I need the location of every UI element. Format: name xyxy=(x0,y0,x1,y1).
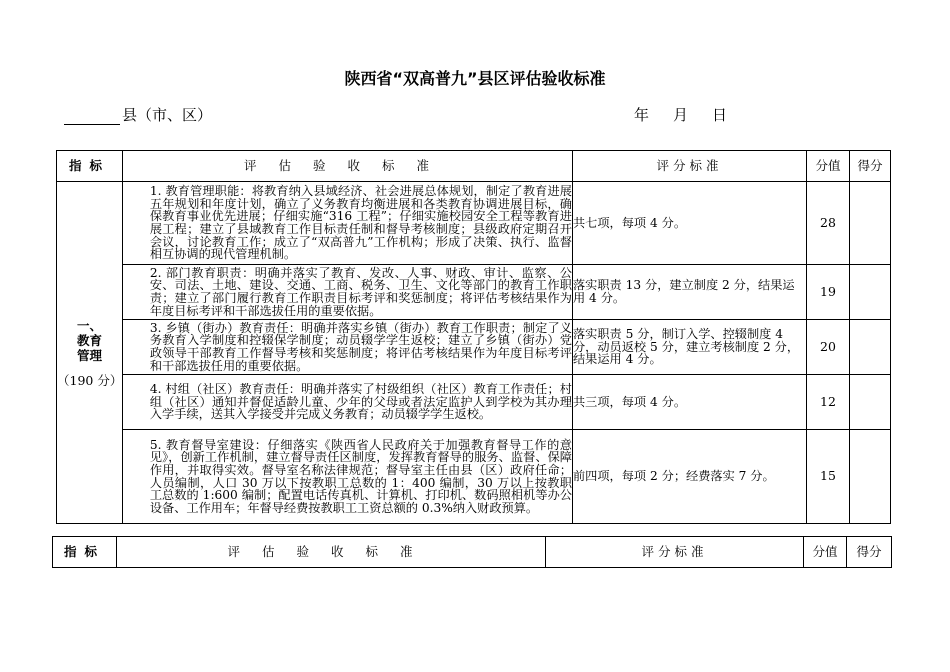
score-cell[interactable] xyxy=(850,375,891,430)
category-points: （190 分） xyxy=(57,372,123,388)
scoring-cell: 前四项，每项 2 分；经费落实 7 分。 xyxy=(573,430,807,524)
points-cell: 19 xyxy=(807,265,850,320)
header-score: 得分 xyxy=(850,151,891,182)
criteria-cell xyxy=(123,182,573,265)
scoring-cell: 共七项，每项 4 分。 xyxy=(573,182,807,265)
county-suffix: 县（市、区） xyxy=(122,106,213,124)
score-cell[interactable] xyxy=(850,320,891,375)
county-blank xyxy=(64,110,120,125)
score-cell[interactable] xyxy=(850,265,891,320)
criteria-cell xyxy=(123,320,573,375)
header-criteria: 评估验收标准 xyxy=(117,537,546,568)
scoring-cell: 共三项，每项 4 分。 xyxy=(573,375,807,430)
score-cell[interactable] xyxy=(850,182,891,265)
header-indicator: 指标 xyxy=(53,537,117,568)
category-name-line2: 管理 xyxy=(76,347,102,363)
criteria-text: 1. 教育管理职能：将教育纳入县域经济、社会进展总体规划，制定了教育进展五年规划和年度计划，确立了义务教育均衡进展和各类教育协调进展目标，确保教育事业优先进展；仔细实施“316 工程”；仔细实施校园安全工程等教育进展工程；建立了县域教育工作目标责任制和督导考核制度；县级政府定期召开会议，讨论教育工作；成立了“双高普九”工作机构；形成了决策、执行、监督相互协调的现代管理机制。 xyxy=(149,184,572,262)
category-name-line1: 教育 xyxy=(76,332,102,348)
criteria-cell xyxy=(123,375,573,430)
header-scoring: 评分标准 xyxy=(573,151,807,182)
table-header-row xyxy=(57,151,891,182)
category-cell xyxy=(57,182,123,524)
criteria-text: 3. 乡镇（街办）教育责任：明确并落实乡镇（街办）教育工作职责；制定了义务教育入学制度和控辍保学制度；动员辍学学生返校；建立了乡镇（街办）党政领导干部教育工作督导考核和奖惩制度；将评估考核结果作为年度目标考评和干部选拔任用的重要依据。 xyxy=(149,320,572,373)
points-cell: 20 xyxy=(807,320,850,375)
county-line xyxy=(64,104,212,125)
evaluation-table xyxy=(56,150,891,524)
header-indicator: 指标 xyxy=(57,151,123,182)
continuation-header-row xyxy=(53,537,892,568)
table-row xyxy=(57,375,891,430)
header-points: 分值 xyxy=(804,537,847,568)
header-points: 分值 xyxy=(807,151,850,182)
scoring-cell: 落实职责 13 分，建立制度 2 分，结果运用 4 分。 xyxy=(573,265,807,320)
points-cell: 28 xyxy=(807,182,850,265)
table-row xyxy=(57,265,891,320)
category-number: 一、 xyxy=(76,317,102,333)
table-row xyxy=(57,320,891,375)
scoring-cell: 落实职责 5 分，制订入学、控辍制度 4 分，动员返校 5 分，建立考核制度 2 分，结果运用 4 分。 xyxy=(573,320,807,375)
points-cell: 12 xyxy=(807,375,850,430)
points-cell: 15 xyxy=(807,430,850,524)
header-scoring: 评分标准 xyxy=(546,537,804,568)
date-day: 日 xyxy=(712,106,728,124)
date-line xyxy=(634,104,751,125)
criteria-text: 2. 部门教育职责：明确并落实了教育、发改、人事、财政、审计、监察、公安、司法、土地、建设、交通、工商、税务、卫生、文化等部门的教育工作职责；建立了部门履行教育工作职责目标考评和奖惩制度；将评估考核结果作为年度目标考评和干部选拔任用的重要依据。 xyxy=(149,265,572,318)
criteria-cell xyxy=(123,265,573,320)
date-year: 年 xyxy=(634,106,650,124)
document-title: 陕西省“双高普九”县区评估验收标准 xyxy=(344,69,606,88)
criteria-cell xyxy=(123,430,573,524)
header-score: 得分 xyxy=(847,537,892,568)
continuation-table xyxy=(52,536,892,568)
table-row xyxy=(57,182,891,265)
header-criteria: 评估验收标准 xyxy=(123,151,573,182)
table-row xyxy=(57,430,891,524)
date-month: 月 xyxy=(673,106,689,124)
criteria-text: 5. 教育督导室建设：仔细落实《陕西省人民政府关于加强教育督导工作的意见》，创新工作机制，建立督导责任区制度，发挥教育督导的服务、监督、保障作用，并取得实效。督导室名称法律规范；督导室主任由县（区）政府任命；人员编制，人口 30 万以下按教职工总数的 1：400 编制，30 万以上按教职工总数的 1:600 编制；配置电话传真机、计算机、打印机、数码照相机等办公设备、工作用车；年督导经费按教职工工资总额的 0.3%纳入财政预算。 xyxy=(149,437,572,515)
criteria-text: 4. 村组（社区）教育责任：明确并落实了村级组织（社区）教育工作责任；村组（社区）通知并督促适龄儿童、少年的父母或者法定监护人到学校为其办理入学手续，送其入学接受并完成义务教育；动员辍学学生返校。 xyxy=(149,382,572,422)
score-cell[interactable] xyxy=(850,430,891,524)
